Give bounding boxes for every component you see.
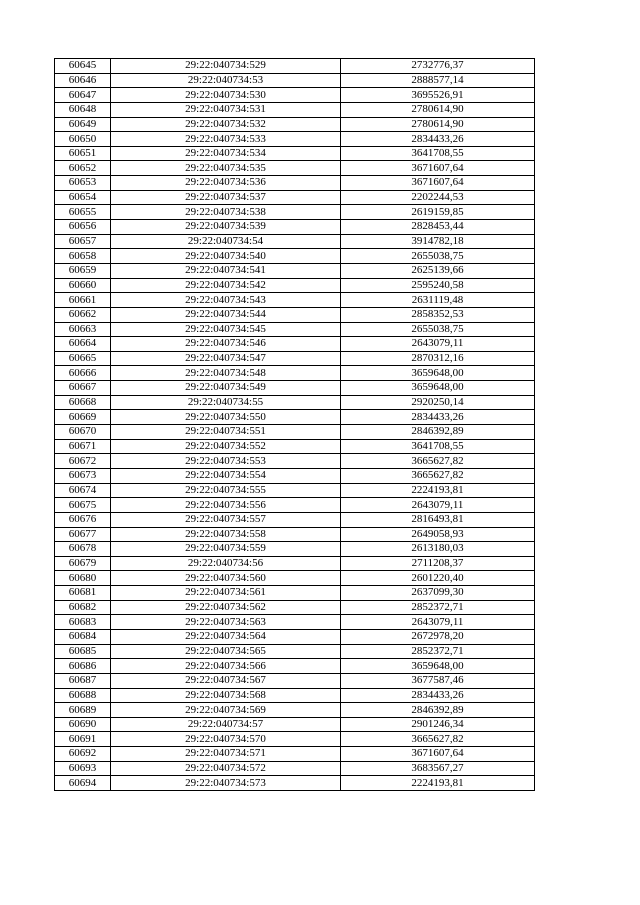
row-number-cell: 60686 xyxy=(55,659,111,674)
row-number-cell: 60674 xyxy=(55,483,111,498)
table-row xyxy=(55,278,535,293)
cadastral-value-cell: 3659648,00 xyxy=(341,659,535,674)
cadastral-value-cell: 2595240,58 xyxy=(341,278,535,293)
row-number-cell: 60654 xyxy=(55,190,111,205)
row-number-cell: 60650 xyxy=(55,132,111,147)
cadastral-value-cell: 3665627,82 xyxy=(341,468,535,483)
row-number-cell: 60671 xyxy=(55,439,111,454)
cadastral-number-cell: 29:22:040734:53 xyxy=(111,73,341,88)
cadastral-value-cell: 2846392,89 xyxy=(341,425,535,440)
cadastral-value-cell: 2643079,11 xyxy=(341,337,535,352)
cadastral-value-cell: 2834433,26 xyxy=(341,410,535,425)
table-row xyxy=(55,293,535,308)
row-number-cell: 60683 xyxy=(55,615,111,630)
table-row xyxy=(55,132,535,147)
cadastral-value-cell: 2637099,30 xyxy=(341,586,535,601)
row-number-cell: 60667 xyxy=(55,381,111,396)
cadastral-number-cell: 29:22:040734:547 xyxy=(111,351,341,366)
cadastral-number-cell: 29:22:040734:553 xyxy=(111,454,341,469)
row-number-cell: 60678 xyxy=(55,542,111,557)
row-number-cell: 60677 xyxy=(55,527,111,542)
table-row xyxy=(55,425,535,440)
row-number-cell: 60659 xyxy=(55,263,111,278)
cadastral-number-cell: 29:22:040734:568 xyxy=(111,688,341,703)
cadastral-value-cell: 2655038,75 xyxy=(341,322,535,337)
table-row xyxy=(55,263,535,278)
table-row xyxy=(55,703,535,718)
cadastral-value-cell: 2643079,11 xyxy=(341,498,535,513)
cadastral-number-cell: 29:22:040734:558 xyxy=(111,527,341,542)
cadastral-value-cell: 3665627,82 xyxy=(341,732,535,747)
table-row xyxy=(55,629,535,644)
table-row xyxy=(55,73,535,88)
table-body xyxy=(55,59,535,791)
cadastral-number-cell: 29:22:040734:573 xyxy=(111,776,341,791)
table-row xyxy=(55,586,535,601)
cadastral-value-cell: 3671607,64 xyxy=(341,161,535,176)
cadastral-value-cell: 2828453,44 xyxy=(341,220,535,235)
cadastral-number-cell: 29:22:040734:539 xyxy=(111,220,341,235)
cadastral-number-cell: 29:22:040734:550 xyxy=(111,410,341,425)
table-row xyxy=(55,190,535,205)
row-number-cell: 60680 xyxy=(55,571,111,586)
cadastral-value-cell: 2625139,66 xyxy=(341,263,535,278)
table-row xyxy=(55,220,535,235)
table-row xyxy=(55,88,535,103)
table-row xyxy=(55,337,535,352)
row-number-cell: 60665 xyxy=(55,351,111,366)
cadastral-number-cell: 29:22:040734:564 xyxy=(111,629,341,644)
cadastral-number-cell: 29:22:040734:544 xyxy=(111,307,341,322)
cadastral-value-cell: 3641708,55 xyxy=(341,146,535,161)
cadastral-value-cell: 2816493,81 xyxy=(341,512,535,527)
cadastral-number-cell: 29:22:040734:529 xyxy=(111,59,341,74)
row-number-cell: 60660 xyxy=(55,278,111,293)
cadastral-number-cell: 29:22:040734:540 xyxy=(111,249,341,264)
row-number-cell: 60646 xyxy=(55,73,111,88)
cadastral-number-cell: 29:22:040734:534 xyxy=(111,146,341,161)
row-number-cell: 60682 xyxy=(55,600,111,615)
cadastral-number-cell: 29:22:040734:536 xyxy=(111,176,341,191)
table-row xyxy=(55,395,535,410)
table-row xyxy=(55,659,535,674)
cadastral-value-cell: 2834433,26 xyxy=(341,132,535,147)
row-number-cell: 60663 xyxy=(55,322,111,337)
cadastral-value-cell: 2224193,81 xyxy=(341,483,535,498)
cadastral-number-cell: 29:22:040734:549 xyxy=(111,381,341,396)
row-number-cell: 60670 xyxy=(55,425,111,440)
table-row xyxy=(55,366,535,381)
table-row xyxy=(55,542,535,557)
cadastral-number-cell: 29:22:040734:552 xyxy=(111,439,341,454)
table-row xyxy=(55,747,535,762)
row-number-cell: 60656 xyxy=(55,220,111,235)
cadastral-value-cell: 2202244,53 xyxy=(341,190,535,205)
cadastral-number-cell: 29:22:040734:546 xyxy=(111,337,341,352)
table-row xyxy=(55,439,535,454)
cadastral-value-cell: 3671607,64 xyxy=(341,176,535,191)
row-number-cell: 60694 xyxy=(55,776,111,791)
cadastral-value-cell: 2631119,48 xyxy=(341,293,535,308)
table-row xyxy=(55,512,535,527)
cadastral-value-cell: 2601220,40 xyxy=(341,571,535,586)
cadastral-value-cell: 3641708,55 xyxy=(341,439,535,454)
table-row xyxy=(55,498,535,513)
cadastral-value-cell: 2672978,20 xyxy=(341,629,535,644)
table-row xyxy=(55,761,535,776)
cadastral-number-cell: 29:22:040734:572 xyxy=(111,761,341,776)
row-number-cell: 60679 xyxy=(55,556,111,571)
cadastral-number-cell: 29:22:040734:54 xyxy=(111,234,341,249)
row-number-cell: 60681 xyxy=(55,586,111,601)
cadastral-value-cell: 2649058,93 xyxy=(341,527,535,542)
cadastral-number-cell: 29:22:040734:567 xyxy=(111,673,341,688)
cadastral-value-cell: 3677587,46 xyxy=(341,673,535,688)
table-row xyxy=(55,117,535,132)
row-number-cell: 60692 xyxy=(55,747,111,762)
table-row xyxy=(55,688,535,703)
cadastral-value-cell: 3914782,18 xyxy=(341,234,535,249)
row-number-cell: 60664 xyxy=(55,337,111,352)
cadastral-value-cell: 2852372,71 xyxy=(341,644,535,659)
row-number-cell: 60669 xyxy=(55,410,111,425)
row-number-cell: 60648 xyxy=(55,102,111,117)
cadastral-number-cell: 29:22:040734:556 xyxy=(111,498,341,513)
table-row xyxy=(55,410,535,425)
cadastral-value-cell: 2920250,14 xyxy=(341,395,535,410)
cadastral-value-cell: 2901246,34 xyxy=(341,717,535,732)
cadastral-value-cell: 3659648,00 xyxy=(341,366,535,381)
cadastral-number-cell: 29:22:040734:569 xyxy=(111,703,341,718)
cadastral-value-cell: 2619159,85 xyxy=(341,205,535,220)
cadastral-number-cell: 29:22:040734:541 xyxy=(111,263,341,278)
row-number-cell: 60662 xyxy=(55,307,111,322)
table-row xyxy=(55,673,535,688)
table-row xyxy=(55,59,535,74)
cadastral-number-cell: 29:22:040734:537 xyxy=(111,190,341,205)
row-number-cell: 60657 xyxy=(55,234,111,249)
table-row xyxy=(55,351,535,366)
table-row xyxy=(55,161,535,176)
table-row xyxy=(55,454,535,469)
cadastral-number-cell: 29:22:040734:535 xyxy=(111,161,341,176)
cadastral-value-cell: 3659648,00 xyxy=(341,381,535,396)
row-number-cell: 60652 xyxy=(55,161,111,176)
cadastral-value-cell: 2780614,90 xyxy=(341,117,535,132)
table-row xyxy=(55,483,535,498)
cadastral-value-cell: 3683567,27 xyxy=(341,761,535,776)
cadastral-number-cell: 29:22:040734:530 xyxy=(111,88,341,103)
cadastral-value-cell: 2858352,53 xyxy=(341,307,535,322)
row-number-cell: 60676 xyxy=(55,512,111,527)
cadastral-value-cell: 2780614,90 xyxy=(341,102,535,117)
row-number-cell: 60668 xyxy=(55,395,111,410)
table-row xyxy=(55,600,535,615)
table-row xyxy=(55,776,535,791)
table-row xyxy=(55,102,535,117)
row-number-cell: 60691 xyxy=(55,732,111,747)
row-number-cell: 60672 xyxy=(55,454,111,469)
cadastral-number-cell: 29:22:040734:570 xyxy=(111,732,341,747)
table-row xyxy=(55,322,535,337)
cadastral-number-cell: 29:22:040734:566 xyxy=(111,659,341,674)
row-number-cell: 60689 xyxy=(55,703,111,718)
row-number-cell: 60684 xyxy=(55,629,111,644)
cadastral-value-table xyxy=(54,58,535,791)
cadastral-value-cell: 2613180,03 xyxy=(341,542,535,557)
cadastral-value-cell: 2888577,14 xyxy=(341,73,535,88)
cadastral-number-cell: 29:22:040734:548 xyxy=(111,366,341,381)
table-row xyxy=(55,307,535,322)
cadastral-value-cell: 2224193,81 xyxy=(341,776,535,791)
table-row xyxy=(55,234,535,249)
row-number-cell: 60647 xyxy=(55,88,111,103)
cadastral-number-cell: 29:22:040734:557 xyxy=(111,512,341,527)
table-row xyxy=(55,615,535,630)
row-number-cell: 60653 xyxy=(55,176,111,191)
row-number-cell: 60690 xyxy=(55,717,111,732)
table-row xyxy=(55,556,535,571)
cadastral-number-cell: 29:22:040734:563 xyxy=(111,615,341,630)
table-row xyxy=(55,571,535,586)
cadastral-number-cell: 29:22:040734:543 xyxy=(111,293,341,308)
cadastral-number-cell: 29:22:040734:560 xyxy=(111,571,341,586)
row-number-cell: 60666 xyxy=(55,366,111,381)
cadastral-number-cell: 29:22:040734:562 xyxy=(111,600,341,615)
cadastral-number-cell: 29:22:040734:571 xyxy=(111,747,341,762)
cadastral-value-cell: 3665627,82 xyxy=(341,454,535,469)
row-number-cell: 60673 xyxy=(55,468,111,483)
table-row xyxy=(55,381,535,396)
cadastral-number-cell: 29:22:040734:559 xyxy=(111,542,341,557)
cadastral-number-cell: 29:22:040734:538 xyxy=(111,205,341,220)
cadastral-value-cell: 2732776,37 xyxy=(341,59,535,74)
cadastral-number-cell: 29:22:040734:532 xyxy=(111,117,341,132)
cadastral-number-cell: 29:22:040734:555 xyxy=(111,483,341,498)
row-number-cell: 60658 xyxy=(55,249,111,264)
cadastral-value-cell: 2834433,26 xyxy=(341,688,535,703)
cadastral-number-cell: 29:22:040734:554 xyxy=(111,468,341,483)
cadastral-number-cell: 29:22:040734:531 xyxy=(111,102,341,117)
table-row xyxy=(55,527,535,542)
row-number-cell: 60651 xyxy=(55,146,111,161)
row-number-cell: 60655 xyxy=(55,205,111,220)
cadastral-value-cell: 3695526,91 xyxy=(341,88,535,103)
table-row xyxy=(55,146,535,161)
cadastral-number-cell: 29:22:040734:533 xyxy=(111,132,341,147)
cadastral-value-cell: 2711208,37 xyxy=(341,556,535,571)
table-row xyxy=(55,717,535,732)
cadastral-number-cell: 29:22:040734:55 xyxy=(111,395,341,410)
cadastral-number-cell: 29:22:040734:565 xyxy=(111,644,341,659)
row-number-cell: 60675 xyxy=(55,498,111,513)
cadastral-number-cell: 29:22:040734:561 xyxy=(111,586,341,601)
row-number-cell: 60645 xyxy=(55,59,111,74)
cadastral-number-cell: 29:22:040734:57 xyxy=(111,717,341,732)
table-row xyxy=(55,732,535,747)
cadastral-number-cell: 29:22:040734:551 xyxy=(111,425,341,440)
cadastral-value-cell: 2852372,71 xyxy=(341,600,535,615)
table-row xyxy=(55,644,535,659)
cadastral-number-cell: 29:22:040734:545 xyxy=(111,322,341,337)
row-number-cell: 60685 xyxy=(55,644,111,659)
cadastral-number-cell: 29:22:040734:56 xyxy=(111,556,341,571)
row-number-cell: 60687 xyxy=(55,673,111,688)
table-row xyxy=(55,176,535,191)
cadastral-value-cell: 3671607,64 xyxy=(341,747,535,762)
cadastral-value-cell: 2846392,89 xyxy=(341,703,535,718)
cadastral-value-cell: 2655038,75 xyxy=(341,249,535,264)
row-number-cell: 60693 xyxy=(55,761,111,776)
row-number-cell: 60649 xyxy=(55,117,111,132)
cadastral-value-cell: 2870312,16 xyxy=(341,351,535,366)
table-row xyxy=(55,205,535,220)
table-row xyxy=(55,468,535,483)
cadastral-number-cell: 29:22:040734:542 xyxy=(111,278,341,293)
cadastral-value-cell: 2643079,11 xyxy=(341,615,535,630)
row-number-cell: 60688 xyxy=(55,688,111,703)
table-row xyxy=(55,249,535,264)
row-number-cell: 60661 xyxy=(55,293,111,308)
